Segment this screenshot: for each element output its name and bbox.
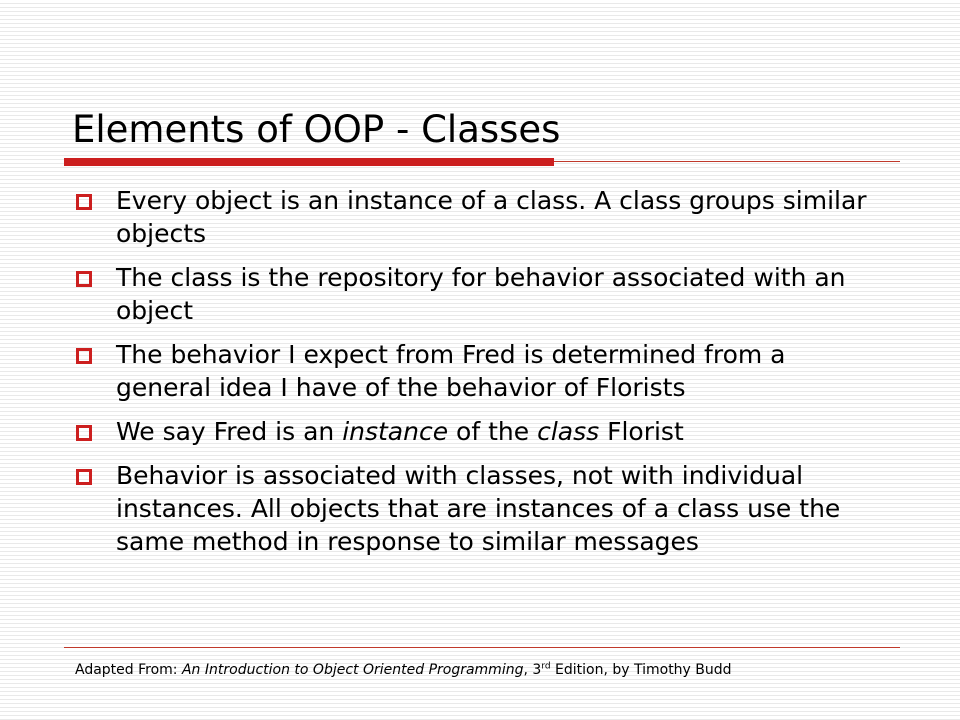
bullet-item <box>74 184 874 250</box>
bullet-text-run: We say Fred is an <box>116 417 343 446</box>
hollow-square-bullet-icon <box>76 425 92 441</box>
bullet-text-emphasis: instance <box>342 417 449 446</box>
title-underline-accent <box>64 158 554 166</box>
bullet-text-run: The behavior I expect from Fred is determined from a general idea I have of the behavior of Florists <box>116 340 786 402</box>
bullet-text <box>116 338 874 404</box>
footer-divider <box>64 647 900 648</box>
bullet-text-run: Florist <box>599 417 684 446</box>
bullet-item <box>74 338 874 404</box>
hollow-square-bullet-icon <box>76 194 92 210</box>
bullet-text-run: Behavior is associated with classes, not with individual instances. All objects that are instances of a class use the same method in response to similar messages <box>116 461 841 556</box>
footer-edition-rest: Edition, by Timothy Budd <box>550 662 732 678</box>
bullet-item <box>74 459 874 558</box>
bullet-text <box>116 415 874 448</box>
footer-book-title: An Introduction to Object Oriented Programming <box>181 662 524 678</box>
footer-prefix: Adapted From: <box>75 662 182 678</box>
bullet-item <box>74 261 874 327</box>
footer-citation <box>75 660 732 680</box>
bullet-text <box>116 459 874 558</box>
bullet-text <box>116 261 874 327</box>
bullet-text-emphasis: class <box>537 417 600 446</box>
bullet-text-run: The class is the repository for behavior associated with an object <box>116 263 846 325</box>
hollow-square-bullet-icon <box>76 348 92 364</box>
bullet-list <box>74 184 874 569</box>
footer-edition-num: , 3 <box>523 662 542 678</box>
hollow-square-bullet-icon <box>76 469 92 485</box>
slide-title: Elements of OOP - Classes <box>72 108 561 151</box>
footer-edition-sup: rd <box>541 661 551 672</box>
hollow-square-bullet-icon <box>76 271 92 287</box>
bullet-text-run: Every object is an instance of a class. A class groups similar objects <box>116 186 867 248</box>
bullet-text <box>116 184 874 250</box>
bullet-item <box>74 415 874 448</box>
bullet-text-run: of the <box>448 417 538 446</box>
